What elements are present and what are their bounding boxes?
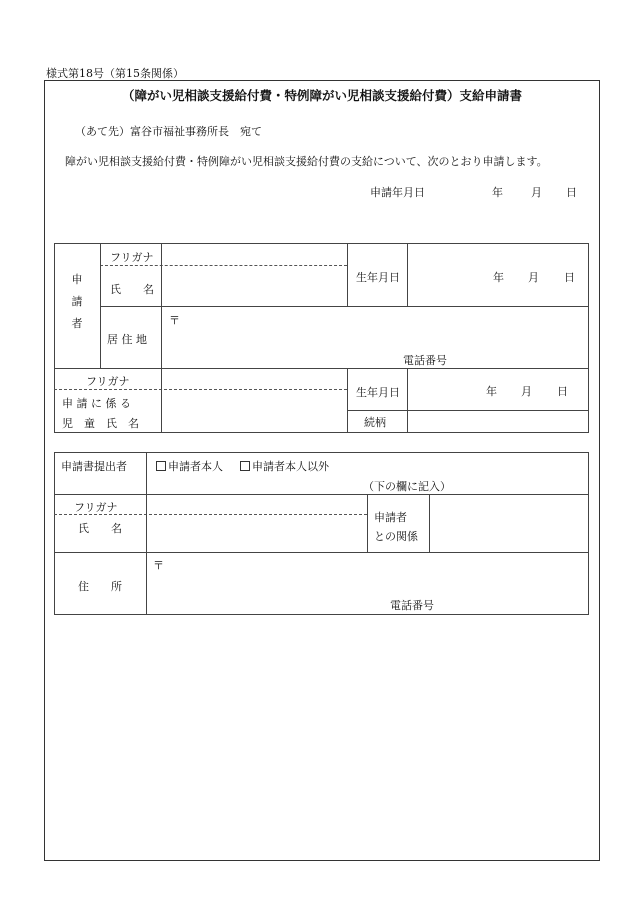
applicant-side-divider	[100, 243, 101, 368]
submitter-address-input[interactable]	[147, 553, 588, 595]
application-date-month[interactable]: 月	[531, 186, 542, 199]
submitter-note: （下の欄に記入）	[363, 480, 451, 493]
child-birth-day[interactable]: 日	[557, 385, 568, 398]
option-self-label: 申請者本人	[168, 460, 223, 473]
option-self[interactable]	[156, 461, 223, 472]
applicant-side-char-3: 者	[71, 317, 83, 330]
form-number: 様式第18号（第15条関係）	[46, 67, 184, 80]
applicant-birth-label-left	[347, 243, 348, 306]
application-date-day[interactable]: 日	[566, 186, 577, 199]
child-birth-year[interactable]: 年	[486, 385, 497, 398]
applicant-phone-label: 電話番号	[403, 354, 447, 367]
child-relationship-label: 続柄	[364, 416, 386, 429]
option-other[interactable]	[240, 461, 329, 472]
applicant-address-input[interactable]	[162, 307, 588, 352]
application-date-label: 申請年月日	[370, 186, 425, 199]
relation-label-line2: との関係	[374, 530, 418, 543]
checkbox-self-icon[interactable]	[156, 461, 166, 471]
application-date-year[interactable]: 年	[492, 186, 503, 199]
applicant-side-label	[70, 269, 84, 335]
applicant-name-input[interactable]	[162, 266, 346, 305]
relation-label-line1: 申請者	[374, 511, 407, 524]
applicant-side-char-2: 請	[71, 295, 83, 308]
child-furigana-label: フリガナ	[86, 375, 130, 388]
applicant-birth-year[interactable]: 年	[493, 271, 504, 284]
child-label-line2: 児 童 氏 名	[62, 417, 139, 430]
addressee: （あて先）富谷市福祉事務所長 宛て	[75, 125, 262, 138]
child-birthdate-label: 生年月日	[356, 386, 400, 399]
submitter-furigana-label: フリガナ	[74, 501, 118, 514]
submitter-furigana-input[interactable]	[147, 495, 366, 513]
child-relationship-input[interactable]	[408, 411, 588, 432]
submitter-postal-mark: 〒	[153, 559, 164, 572]
submitter-phone-label: 電話番号	[390, 599, 434, 612]
child-birth-label-left	[347, 368, 348, 433]
applicant-postal-mark: 〒	[169, 314, 180, 327]
child-label-line1: 申 請 に 係 る	[62, 397, 131, 410]
submitter-furigana-dashed	[54, 514, 367, 515]
applicant-birth-day[interactable]: 日	[564, 271, 575, 284]
applicant-furigana-input[interactable]	[162, 244, 346, 264]
submitter-name-label: 氏 名	[78, 522, 122, 535]
application-statement: 障がい児相談支援給付費・特例障がい児相談支援給付費の支給について、次のとおり申請します。	[65, 155, 548, 168]
checkbox-other-icon[interactable]	[240, 461, 250, 471]
relation-input[interactable]	[430, 495, 588, 551]
relation-label-left	[367, 494, 368, 552]
child-birth-month[interactable]: 月	[521, 385, 532, 398]
submitter-name-input[interactable]	[147, 516, 366, 551]
applicant-furigana-label: フリガナ	[110, 251, 154, 264]
applicant-address-label: 居 住 地	[107, 333, 147, 346]
submitter-address-label: 住 所	[78, 580, 122, 593]
form-title: （障がい児相談支援給付費・特例障がい児相談支援給付費）支給申請書	[121, 88, 522, 103]
submitter-label: 申請書提出者	[61, 460, 127, 473]
option-other-label: 申請者本人以外	[252, 460, 329, 473]
applicant-birthdate-label: 生年月日	[356, 271, 400, 284]
applicant-birth-month[interactable]: 月	[528, 271, 539, 284]
applicant-birth-label-right	[407, 243, 408, 306]
child-furigana-input[interactable]	[162, 369, 346, 388]
child-name-input[interactable]	[162, 390, 346, 432]
applicant-side-char-1: 申	[71, 273, 83, 286]
applicant-name-label: 氏 名	[110, 283, 154, 296]
